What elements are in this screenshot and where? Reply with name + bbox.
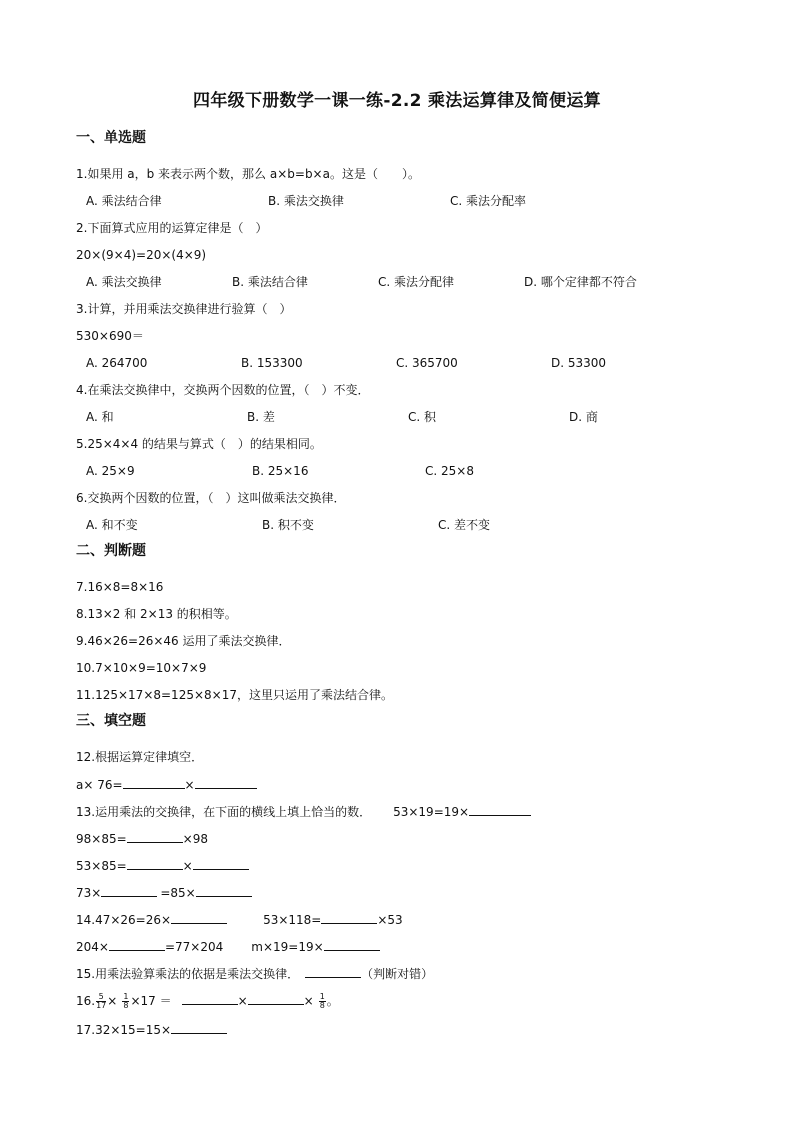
- q16-blank-2[interactable]: [248, 992, 304, 1005]
- q13d-blank-1[interactable]: [101, 884, 157, 897]
- q4-option-b[interactable]: B. 差: [247, 410, 275, 424]
- q2-option-d[interactable]: D. 哪个定律都不符合: [524, 275, 637, 289]
- q16-fraction-2: $\frac{1}{8}$: [123, 992, 129, 1010]
- q15-blank[interactable]: [305, 965, 361, 978]
- q13d-mid: =85×: [160, 886, 196, 900]
- q16-fraction-3: $\frac{1}{8}$: [319, 992, 325, 1010]
- question-10: 10.7×10×9=10×7×9: [76, 661, 207, 675]
- q12-times: ×: [184, 778, 195, 792]
- question-13-c: [76, 857, 249, 874]
- question-2-stem: 2.下面算式应用的运算定律是（ ）: [76, 221, 268, 235]
- q13-blank-a[interactable]: [469, 803, 531, 816]
- q3-option-d[interactable]: D. 53300: [551, 356, 607, 370]
- q5-option-c[interactable]: C. 25×8: [425, 464, 474, 478]
- question-12-stem: 12.根据运算定律填空．: [76, 750, 204, 764]
- q16-prefix: 16.: [76, 994, 96, 1008]
- question-1-stem: 1.如果用 a，b 来表示两个数，那么 a×b=b×a。这是（ ）。: [76, 167, 420, 181]
- question-12-line: [76, 776, 257, 793]
- q12-prefix: a× 76=: [76, 778, 123, 792]
- q13b-blank[interactable]: [127, 830, 183, 843]
- question-3-stem: 3.计算，并用乘法交换律进行验算（ ）: [76, 302, 292, 316]
- question-16-line: [76, 991, 339, 1011]
- q17-prefix: 17.32×15=15×: [76, 1023, 172, 1037]
- question-8: 8.13×2 和 2×13 的积相等。: [76, 607, 237, 621]
- q13b-suffix: ×98: [182, 832, 208, 846]
- question-11: 11.125×17×8=125×8×17，这里只运用了乘法结合律。: [76, 688, 393, 702]
- q6-option-a[interactable]: A. 和不变: [86, 518, 138, 532]
- q14b-prefix: 53×118=: [263, 913, 322, 927]
- q15-suffix: （判断对错）: [361, 967, 434, 981]
- q13d-blank-2[interactable]: [196, 884, 252, 897]
- q14c-prefix: 204×: [76, 940, 109, 954]
- q12-blank-2[interactable]: [195, 776, 257, 789]
- q16-mid: ×17 ＝: [130, 994, 172, 1008]
- question-9: 9.46×26=26×46 运用了乘法交换律．: [76, 634, 291, 648]
- q5-option-a[interactable]: A. 25×9: [86, 464, 135, 478]
- question-14-line-2: [76, 938, 380, 955]
- q14b-suffix: ×53: [377, 913, 403, 927]
- question-4-stem: 4.在乘法交换律中，交换两个因数的位置，（ ）不变．: [76, 383, 370, 397]
- q14d-prefix: m×19=19×: [251, 940, 324, 954]
- q3-option-a[interactable]: A. 264700: [86, 356, 148, 370]
- question-13-d: [76, 884, 252, 901]
- q1-option-a[interactable]: A. 乘法结合律: [86, 194, 162, 208]
- q13d-prefix: 73×: [76, 886, 102, 900]
- question-6-stem: 6.交换两个因数的位置，（ ）这叫做乘法交换律．: [76, 491, 346, 505]
- q15-prefix: 15.用乘法验算乘法的依据是乘法交换律．: [76, 967, 300, 981]
- q3-option-c[interactable]: C. 365700: [396, 356, 458, 370]
- question-14-line-1: [76, 911, 403, 928]
- question-5-stem: 5.25×4×4 的结果与算式（ ）的结果相同。: [76, 437, 322, 451]
- question-2-expression: 20×(9×4)=20×(4×9): [76, 248, 207, 262]
- q13b-prefix: 98×85=: [76, 832, 127, 846]
- q16-times-2: ×: [237, 994, 248, 1008]
- question-17-line: [76, 1021, 227, 1038]
- q1-option-c[interactable]: C. 乘法分配率: [450, 194, 527, 208]
- q1-option-b[interactable]: B. 乘法交换律: [268, 194, 344, 208]
- q14a-prefix: 14.47×26=26×: [76, 913, 172, 927]
- q6-option-c[interactable]: C. 差不变: [438, 518, 491, 532]
- q13c-prefix: 53×85=: [76, 859, 127, 873]
- section-fill-blank: 三、填空题: [76, 713, 146, 729]
- question-15-line: [76, 965, 433, 982]
- q2-option-c[interactable]: C. 乘法分配律: [378, 275, 455, 289]
- question-13-line: [76, 803, 531, 820]
- q16-blank-1[interactable]: [182, 992, 238, 1005]
- section-single-choice: 一、单选题: [76, 130, 146, 146]
- q4-option-c[interactable]: C. 积: [408, 410, 437, 424]
- question-13-stem: 13.运用乘法的交换律，在下面的横线上填上恰当的数．: [76, 805, 372, 819]
- q2-option-a[interactable]: A. 乘法交换律: [86, 275, 162, 289]
- question-7: 7.16×8=8×16: [76, 580, 164, 594]
- q3-option-b[interactable]: B. 153300: [241, 356, 303, 370]
- q13-inline-expr: 53×19=19×: [393, 805, 470, 819]
- q16-times-3: ×: [303, 994, 314, 1008]
- question-13-b: [76, 830, 208, 847]
- q13c-blank-1[interactable]: [127, 857, 183, 870]
- q14a-blank[interactable]: [171, 911, 227, 924]
- question-3-expression: 530×690＝: [76, 329, 144, 343]
- q16-fraction-1: $\frac{5}{17}$: [96, 992, 107, 1010]
- q13c-times: ×: [182, 859, 193, 873]
- q16-times-1: ×: [107, 994, 118, 1008]
- q17-blank[interactable]: [171, 1021, 227, 1034]
- q14c-suffix: =77×204: [164, 940, 224, 954]
- q4-option-d[interactable]: D. 商: [569, 410, 598, 424]
- q4-option-a[interactable]: A. 和: [86, 410, 114, 424]
- q6-option-b[interactable]: B. 积不变: [262, 518, 314, 532]
- q14c-blank[interactable]: [109, 938, 165, 951]
- section-true-false: 二、判断题: [76, 543, 146, 559]
- q5-option-b[interactable]: B. 25×16: [252, 464, 309, 478]
- q2-option-b[interactable]: B. 乘法结合律: [232, 275, 308, 289]
- page-title: 四年级下册数学一课一练-2.2 乘法运算律及简便运算: [193, 91, 601, 111]
- q16-end: 。: [326, 994, 339, 1008]
- q12-blank-1[interactable]: [123, 776, 185, 789]
- q14d-blank[interactable]: [324, 938, 380, 951]
- q13c-blank-2[interactable]: [193, 857, 249, 870]
- q14b-blank[interactable]: [321, 911, 377, 924]
